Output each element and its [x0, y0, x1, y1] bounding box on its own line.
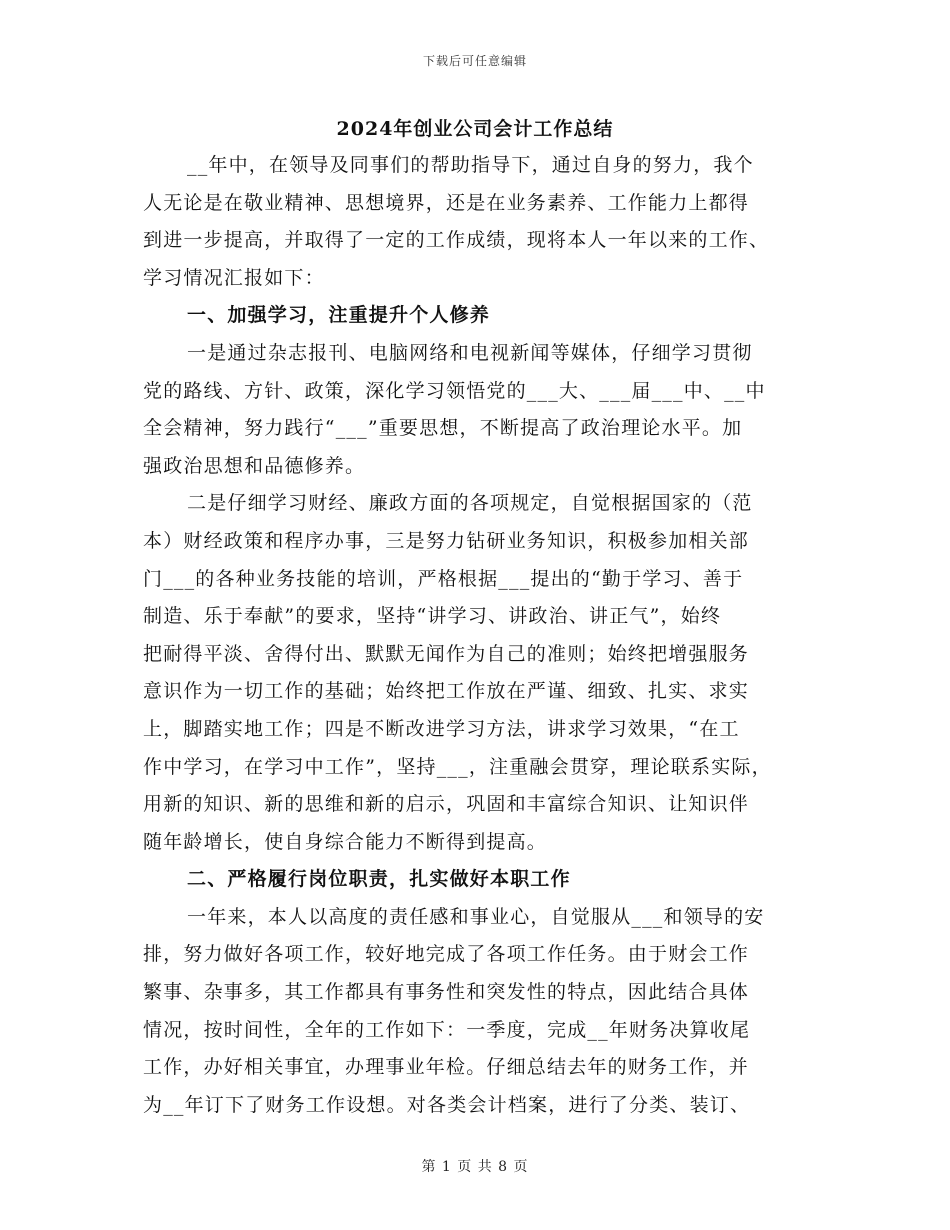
paragraph-line: 情况，按时间性，全年的工作如下：一季度，完成__年财务决算收尾: [143, 1018, 751, 1041]
document-body: [143, 150, 815, 1127]
section-heading: 二、严格履行岗位职责，扎实做好本职工作: [187, 868, 571, 891]
paragraph-line: 作中学习，在学习中工作”，坚持___，注重融会贯穿，理论联系实际，: [143, 755, 772, 778]
paragraph-line: 一是通过杂志报刊、电脑网络和电视新闻等媒体，仔细学习贯彻: [187, 341, 753, 364]
paragraph-line: 上，脚踏实地工作；四是不断改进学习方法，讲求学习效果，“在工: [143, 717, 740, 740]
paragraph-line: 强政治思想和品德修养。: [143, 454, 366, 477]
paragraph-line: 党的路线、方针、政策，深化学习领悟党的___大、___届___中、__中: [143, 379, 766, 402]
paragraph-line: 把耐得平淡、舍得付出、默默无闻作为自己的准则；始终把增强服务: [143, 642, 750, 665]
paragraph-line: 工作，办好相关事宜，办理事业年检。仔细总结去年的财务工作，并: [143, 1056, 750, 1079]
section-heading: 一、加强学习，注重提升个人修养: [187, 304, 491, 327]
paragraph-line: 门___的各种业务技能的培训，严格根据___提出的“勤于学习、善于: [143, 567, 744, 590]
paragraph-line: 制造、乐于奉献”的要求，坚持“讲学习、讲政治、讲正气”，始终: [143, 605, 722, 628]
page-footer: 第 1 页 共 8 页: [421, 1159, 529, 1175]
paragraph-line: 意识作为一切工作的基础；始终把工作放在严谨、细致、扎实、求实: [143, 680, 750, 703]
paragraph-line: 全会精神，努力践行“___”重要思想，不断提高了政治理论水平。加: [143, 417, 743, 440]
paragraph-line: 随年龄增长，使自身综合能力不断得到提高。: [143, 830, 548, 853]
header-note: 下载后可任意编辑: [422, 54, 527, 68]
paragraph-line: 二是仔细学习财经、廉政方面的各项规定，自觉根据国家的（范: [187, 492, 753, 515]
paragraph-line: 排，努力做好各项工作，较好地完成了各项工作任务。由于财会工作: [143, 943, 750, 966]
paragraph-line: 繁事、杂事多，其工作都具有事务性和突发性的特点，因此结合具体: [143, 981, 750, 1004]
paragraph-line: 学习情况汇报如下：: [143, 266, 325, 289]
paragraph-line: 用新的知识、新的思维和新的启示，巩固和丰富综合知识、让知识伴: [143, 793, 750, 816]
paragraph-line: 一年来，本人以高度的责任感和事业心，自觉服从___和领导的安: [187, 905, 765, 928]
paragraph-line: 本）财经政策和程序办事，三是努力钻研业务知识，积极参加相关部: [143, 529, 750, 552]
document-title: 2024年创业公司会计工作总结: [336, 118, 614, 140]
paragraph-line: __年中，在领导及同事们的帮助指导下，通过自身的努力，我个: [187, 154, 754, 176]
paragraph-line: 人无论是在敬业精神、思想境界，还是在业务素养、工作能力上都得: [143, 191, 750, 214]
paragraph-line: 为__年订下了财务工作设想。对各类会计档案，进行了分类、装订、: [143, 1093, 751, 1116]
paragraph-line: 到进一步提高，并取得了一定的工作成绩，现将本人一年以来的工作、: [143, 229, 770, 252]
